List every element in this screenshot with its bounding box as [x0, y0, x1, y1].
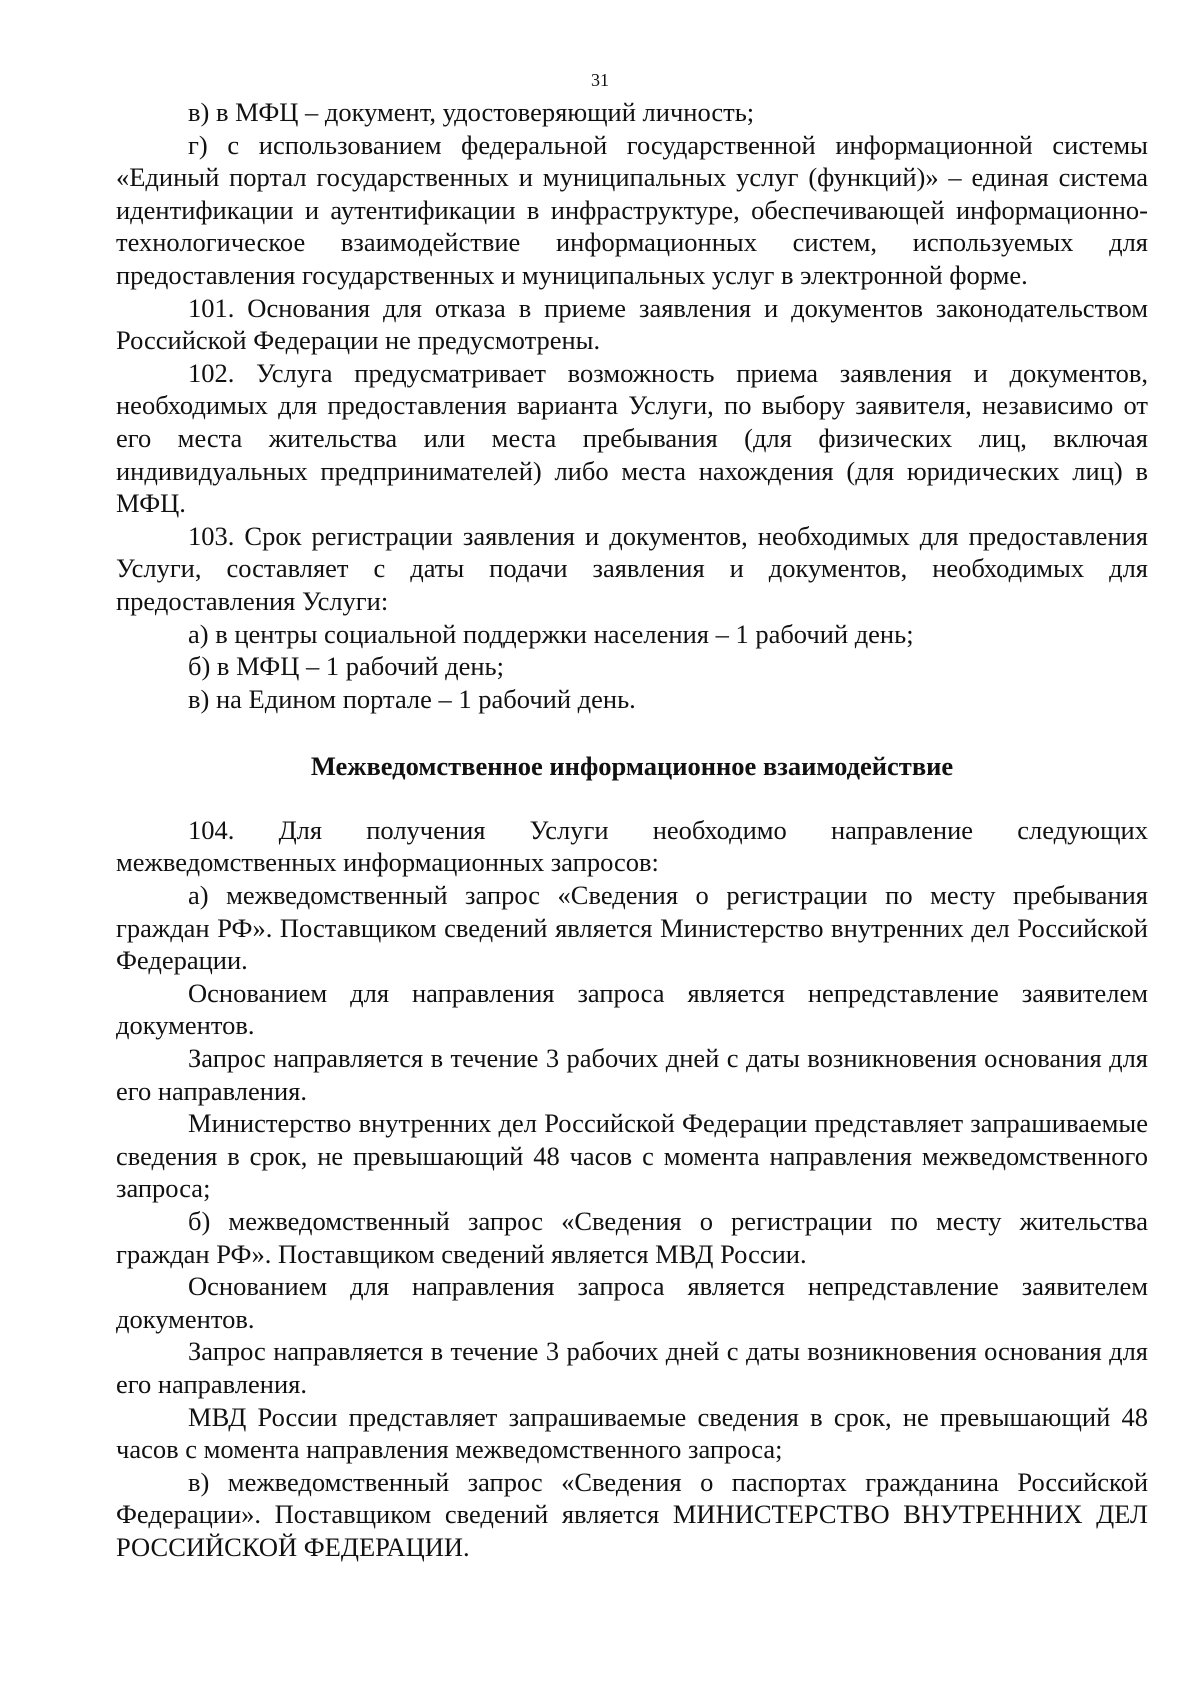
paragraph-104: 104. Для получения Услуги необходимо направление следующих межведомственных информационных запросов: [116, 814, 1148, 878]
paragraph-104-b-response: МВД России представляет запрашиваемые сведения в срок, не превышающий 48 часов с момента направления межведомственного запроса; [116, 1401, 1148, 1465]
paragraph-104-a-deadline: Запрос направляется в течение 3 рабочих дней с даты возникновения основания для его направления. [116, 1043, 1148, 1106]
paragraph-103: 103. Срок регистрации заявления и документов, необходимых для предоставления Услуги, составляет с даты подачи заявления и документов, необходимых для предоставления Услуги: [116, 520, 1148, 616]
page-number: 31 [591, 70, 609, 90]
section-heading: Межведомственное информационное взаимодействие [310, 751, 954, 782]
paragraph-104-v: в) межведомственный запрос «Сведения о паспортах гражданина Российской Федерации». Поставщиком сведений является МИНИСТЕРСТВО ВНУТРЕННИХ ДЕЛ РОССИЙСКОЙ ФЕДЕРАЦИИ. [116, 1466, 1148, 1562]
paragraph-104-a-response: Министерство внутренних дел Российской Федерации представляет запрашиваемые сведения в срок, не превышающий 48 часов с момента направления межведомственного запроса; [116, 1108, 1148, 1204]
paragraph-item-g-portal: г) с использованием федеральной государственной информационной системы «Единый портал государственных и муниципальных услуг (функций)» – единая система идентификации и аутентификации в инфраструктуре, обеспечивающей информационно-технологическое взаимодействие информационных систем, используемых для предоставления государственных и муниципальных услуг в электронной форме. [116, 129, 1148, 290]
paragraph-104-b-basis: Основанием для направления запроса является непредставление заявителем документов. [116, 1271, 1148, 1334]
paragraph-102: 102. Услуга предусматривает возможность приема заявления и документов, необходимых для предоставления варианта Услуги, по выбору заявителя, независимо от его места жительства или места пребывания (для физических лиц, включая индивидуальных предпринимателей) либо места нахождения (для юридических лиц) в МФЦ. [116, 357, 1148, 519]
paragraph-103-a: а) в центры социальной поддержки населения – 1 рабочий день; [188, 618, 914, 649]
paragraph-item-v-mfc: в) в МФЦ – документ, удостоверяющий личность; [188, 97, 755, 127]
paragraph-101: 101. Основания для отказа в приеме заявления и документов законодательством Российской Федерации не предусмотрены. [116, 292, 1148, 356]
paragraph-103-v: в) на Едином портале – 1 рабочий день. [188, 683, 636, 714]
paragraph-104-a: а) межведомственный запрос «Сведения о регистрации по месту пребывания граждан РФ». Поставщиком сведений является Министерство внутренних дел Российской Федерации. [116, 880, 1148, 976]
document-body [116, 96, 1148, 1564]
paragraph-103-b: б) в МФЦ – 1 рабочий день; [188, 651, 504, 682]
paragraph-104-a-basis: Основанием для направления запроса является непредставление заявителем документов. [116, 977, 1148, 1041]
paragraph-104-b-deadline: Запрос направляется в течение 3 рабочих дней с даты возникновения основания для его направления. [116, 1336, 1148, 1399]
paragraph-104-b: б) межведомственный запрос «Сведения о регистрации по месту жительства граждан РФ». Поставщиком сведений является МВД России. [116, 1206, 1148, 1269]
